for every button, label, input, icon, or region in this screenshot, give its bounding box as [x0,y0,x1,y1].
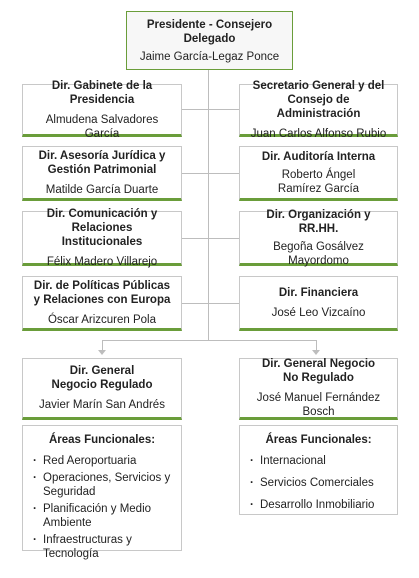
area-item: · Infraestructuras y Tecnología [33,533,171,561]
president-box [126,11,293,70]
unit-title: Dir. Auditoría Interna [261,150,376,163]
branch-left-2 [182,173,208,174]
arrow-left [98,350,106,355]
unit-title: Dir. de Políticas Públicas y Relaciones con Europa [33,279,171,306]
unit-secretario-general [239,79,398,140]
area-item: · Planificación y Medio Ambiente [33,502,171,530]
president-name: Jaime García-Legaz Ponce [139,50,280,63]
general-title: Dir. General Negocio Regulado [51,365,153,391]
arrow-right [312,350,320,355]
branch-right-1 [209,109,239,110]
unit-comunicacion [22,207,182,268]
drop-left [102,340,103,350]
branch-left-4 [182,303,208,304]
unit-title: Dir. Comunicación y Relaciones Institucionales [46,207,158,248]
branch-left-1 [182,109,208,110]
area-item: · Operaciones, Servicios y Seguridad [33,471,171,499]
unit-head-name: Matilde García Duarte [45,183,159,196]
unit-head-name: Begoña Gosálvez Mayordomo [273,240,364,267]
unit-head-name: Óscar Arizcuren Pola [47,313,156,326]
unit-gabinete-presidencia [22,79,182,140]
unit-title: Secretario General y del Consejo de Administración [252,79,385,120]
areas-title: Áreas Funcionales: [265,434,372,446]
general-negocio-regulado [22,358,182,420]
president-title: Presidente - Consejero Delegado [146,18,273,45]
unit-organizacion-rrhh [239,208,398,267]
area-item: · Internacional [250,454,387,468]
branch-right-4 [209,303,239,304]
branch-right-2 [209,173,239,174]
trunk-connector [208,70,209,340]
branch-left-3 [182,238,208,239]
area-item: · Red Aeroportuaria [33,454,171,468]
area-item: · Desarrollo Inmobiliario [250,498,387,512]
unit-head-name: Juan Carlos Alfonso Rubio [250,127,387,140]
drop-right [316,340,317,350]
unit-title: Dir. Gabinete de la Presidencia [51,79,153,106]
branch-right-3 [209,238,239,239]
general-title: Dir. General Negocio No Regulado [261,358,376,384]
unit-title: Dir. Financiera [278,286,359,299]
split-connector [102,340,317,341]
areas-list [33,454,171,561]
areas-negocio-regulado [22,425,182,560]
general-negocio-no-regulado [239,358,398,420]
area-item: · Servicios Comerciales [250,476,387,490]
unit-head-name: Almudena Salvadores García [45,113,159,140]
general-head-name: Javier Marín San Andrés [39,399,165,411]
unit-politicas-publicas [22,276,182,331]
areas-negocio-no-regulado [239,425,398,515]
unit-head-name: Félix Madero Villarejo [46,255,158,268]
general-head-name: José Manuel Fernández Bosch [256,392,381,418]
unit-title: Dir. Asesoría Jurídica y Gestión Patrimonial [38,149,166,176]
unit-auditoria-interna [239,146,398,201]
areas-title: Áreas Funcionales: [48,434,156,446]
areas-list [250,454,387,512]
unit-head-name: Roberto Ángel Ramírez García [277,168,360,195]
unit-head-name: José Leo Vizcaíno [271,306,366,319]
unit-financiera [239,276,398,331]
unit-asesoria-juridica [22,146,182,201]
unit-title: Dir. Organización y RR.HH. [266,208,371,235]
